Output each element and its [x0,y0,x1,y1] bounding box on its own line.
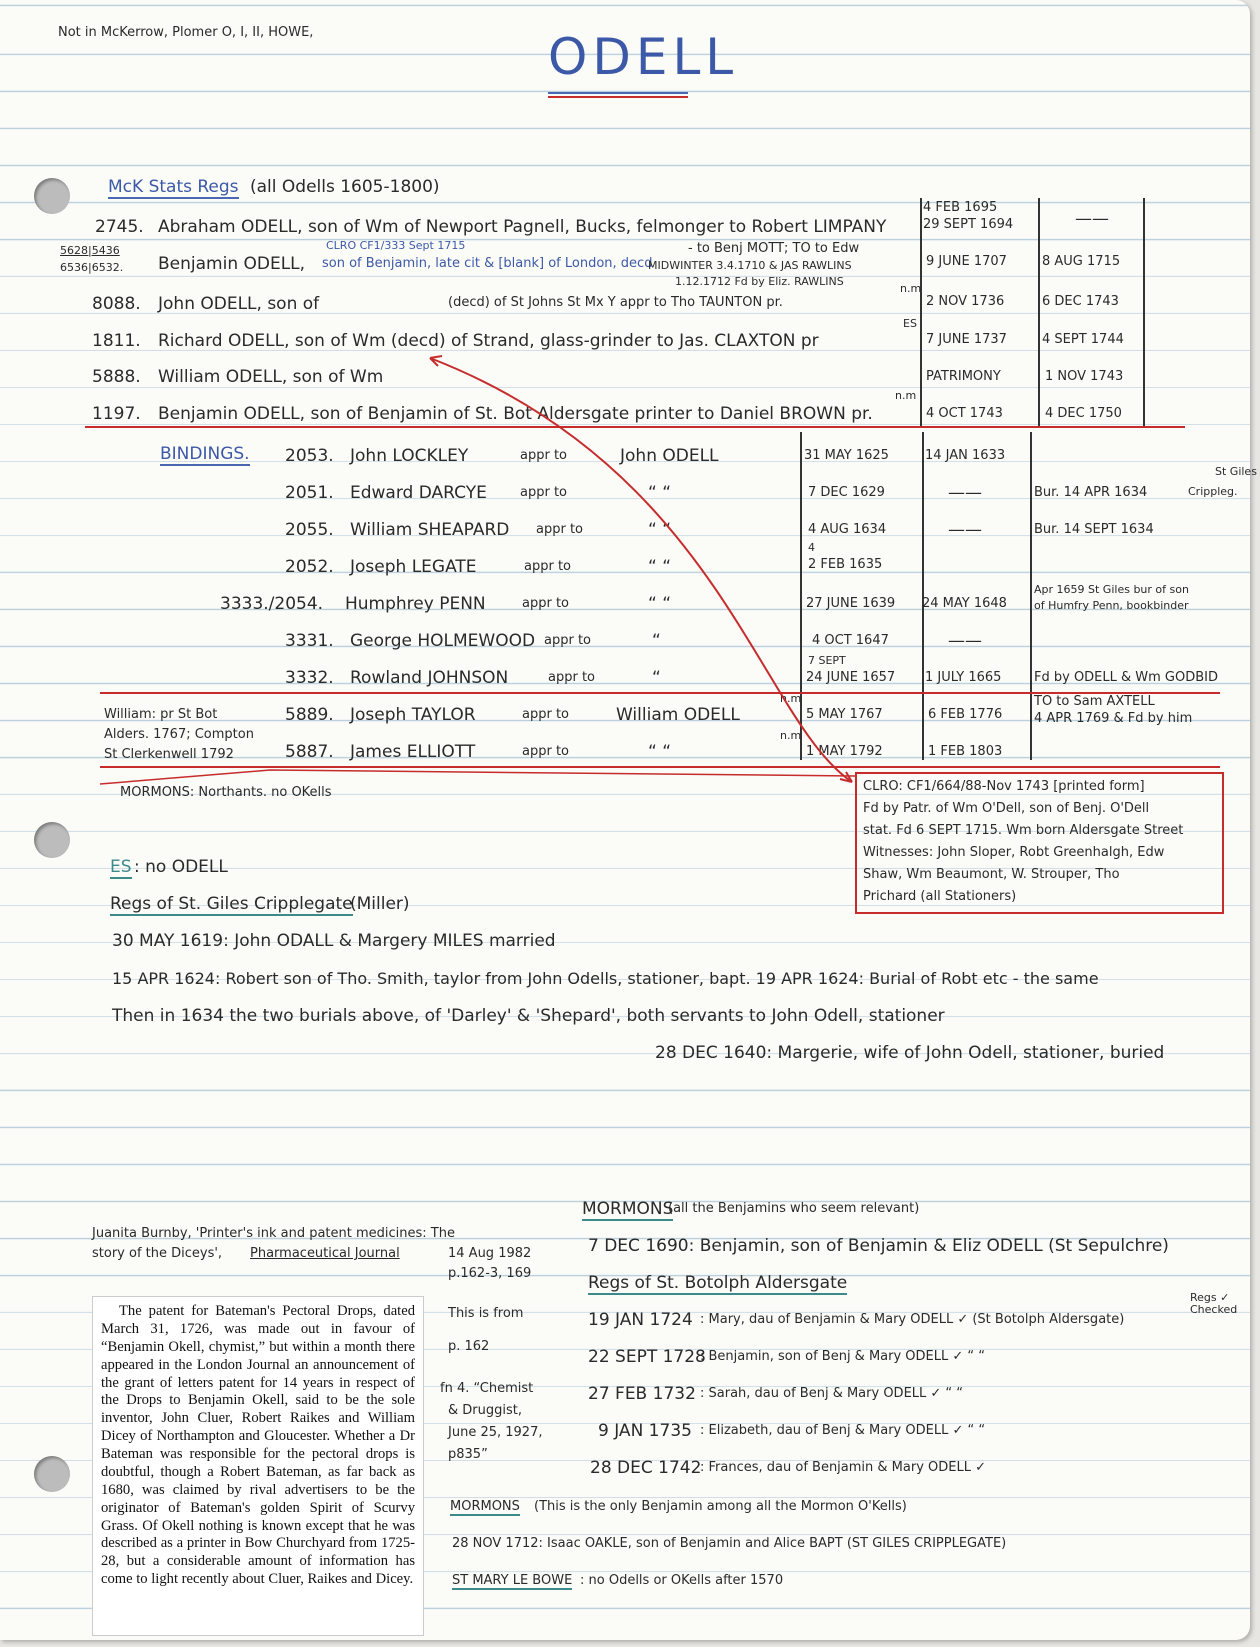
entry-date: 2 NOV 1736 [926,294,1005,309]
mormons2-line: 28 NOV 1712: Isaac OAKLE, son of Benjamin and Alice BAPT (ST GILES CRIPPLEGATE) [452,1536,1007,1551]
bindings-heading: BINDINGS. [160,444,250,464]
entry-date: 7 JUNE 1737 [926,332,1007,347]
entry-date: 4 SEPT 1744 [1042,332,1124,347]
binding-note: St Giles [1215,465,1257,478]
entry-date: 4 OCT 1743 [926,406,1003,421]
binding-date: 4 OCT 1647 [812,633,889,648]
botolph-heading: Regs of St. Botolph Aldersgate [588,1273,848,1293]
mormons1-heading: MORMONS [582,1199,674,1219]
botolph-date: 27 FEB 1732 [588,1384,696,1404]
botolph-text: : Sarah, dau of Benj & Mary ODELL ✓ “ “ [700,1386,964,1401]
entry-date: 8 AUG 1715 [1042,254,1121,269]
binding-master: “ “ [648,742,672,762]
burnby-line: Juanita Burnby, 'Printer's ink and patent medicines: The [92,1226,455,1241]
binding-date: 2 FEB 1635 [808,557,883,572]
binding-date: 4 [808,541,815,554]
entry-text: John ODELL, son of [158,294,320,314]
binding-name: William SHEAPARD [350,520,510,540]
mormons-northants: MORMONS: Northants. no OKells [120,785,332,800]
entry-date: 6 DEC 1743 [1042,294,1119,309]
entry-mark: n.m [900,282,922,295]
entry-number: 1197. [92,404,141,424]
entry-text: (decd) of St Johns St Mx Y appr to Tho TAUNTON pr. [448,295,783,310]
stmary-text: : no Odells or OKells after 1570 [580,1573,784,1588]
binding-appr: appr to [522,744,569,759]
binding-note: TO to Sam AXTELL [1034,694,1155,709]
binding-mark: n.m [780,729,802,742]
mormons2-heading: MORMONS [450,1500,520,1516]
binding-mark: n.m [780,692,802,705]
mormons1-line: 7 DEC 1690: Benjamin, son of Benjamin & Eliz ODELL (St Sepulchre) [588,1236,1169,1256]
burnby-fn: p835” [448,1447,488,1462]
binding-master: John ODELL [620,446,719,466]
binding-date: 14 JAN 1633 [925,448,1006,463]
binding-number: 2051. [285,483,334,503]
entry-date: 9 JUNE 1707 [926,254,1007,269]
botolph-text: : Frances, dau of Benjamin & Mary ODELL ✓ [700,1460,986,1475]
binding-name: Joseph TAYLOR [350,705,476,725]
binding-date: 6 FEB 1776 [928,707,1003,722]
entry-date: 4 DEC 1750 [1045,406,1122,421]
entry-date: 1 NOV 1743 [1045,369,1124,384]
binding-name: Joseph LEGATE [350,557,477,577]
entry-date: 4 FEB 1695 [923,200,998,215]
william-note: William: pr St Bot [104,707,218,722]
giles-line: Then in 1634 the two burials above, of 'Darley' & 'Shepard', both servants to John Odell, stationer [112,1006,945,1026]
giles-line: 30 MAY 1619: John ODALL & Margery MILES married [112,931,556,951]
entry-text: Benjamin ODELL, [158,254,306,274]
binding-appr: appr to [536,522,583,537]
entry-number: 1811. [92,331,141,351]
botolph-date: 28 DEC 1742 [590,1458,702,1478]
binding-date: 1 JULY 1665 [925,670,1002,685]
burnby-fn: fn 4. “Chemist [440,1381,534,1396]
regs-checked: Regs ✓ Checked [1190,1291,1238,1317]
connector-line [100,770,855,784]
entry-insert: CLRO CF1/333 Sept 1715 [326,239,466,252]
mck-heading-note: (all Odells 1605-1800) [250,177,440,197]
entry-number: 8088. [92,294,141,314]
binding-date: —— [948,483,982,503]
binding-note: Crippleg. [1188,485,1238,498]
entry-date: —— [1075,209,1109,229]
entry-text: - to Benj MOTT; TO to Edw [688,241,860,256]
entry-number: 5628|5436 [60,244,120,257]
binding-note: Bur. 14 SEPT 1634 [1034,522,1154,537]
binding-master: “ “ [648,520,672,540]
mormons2-note: (This is the only Benjamin among all the Mormon O'Kells) [534,1499,907,1514]
es-text: : no ODELL [134,857,228,877]
binding-date: 27 JUNE 1639 [806,596,896,611]
entry-text: MIDWINTER 3.4.1710 & JAS RAWLINS [648,259,852,272]
entry-text: Abraham ODELL, son of Wm of Newport Pagnell, Bucks, felmonger to Robert LIMPANY [158,217,887,237]
binding-date: 24 JUNE 1657 [806,670,896,685]
botolph-date: 19 JAN 1724 [588,1310,693,1330]
binding-date: 7 DEC 1629 [808,485,885,500]
entry-text: Benjamin ODELL, son of Benjamin of St. Bot Aldersgate printer to Daniel BROWN pr. [158,404,873,424]
stmary-heading: ST MARY LE BOWE [452,1574,572,1590]
es-label: ES [110,857,132,877]
binding-appr: appr to [544,633,591,648]
binding-date: 31 MAY 1625 [804,448,889,463]
binding-note: of Humfry Penn, bookbinder [1034,599,1189,612]
botolph-text: : Benjamin, son of Benj & Mary ODELL ✓ “ “ [700,1349,986,1364]
binding-appr: appr to [524,559,571,574]
binding-number: 5887. [285,742,334,762]
entry-mark: ES [903,317,917,330]
entry-text: 1.12.1712 Fd by Eliz. RAWLINS [675,275,844,288]
binding-date: —— [948,520,982,540]
botolph-text: : Elizabeth, dau of Benj & Mary ODELL ✓ “ “ [700,1423,986,1438]
binding-number: 5889. [285,705,334,725]
header-note: Not in McKerrow, Plomer O, I, II, HOWE, [58,25,314,40]
clro-line: Fd by Patr. of Wm O'Dell, son of Benj. O'Dell [863,801,1150,816]
entry-number: 6536|6532. [60,261,124,274]
link-arrow [430,358,852,782]
binding-date: 4 AUG 1634 [808,522,887,537]
binding-date: 1 FEB 1803 [928,744,1003,759]
william-note: Alders. 1767; Compton [104,727,254,742]
binding-note: Bur. 14 APR 1634 [1034,485,1148,500]
botolph-text: : Mary, dau of Benjamin & Mary ODELL ✓ (St Botolph Aldersgate) [700,1312,1125,1327]
binding-date: 7 SEPT [808,654,846,667]
entry-date: PATRIMONY [926,369,1001,384]
entry-mark: n.m [895,389,917,402]
mormons1-note: (all the Benjamins who seem relevant) [668,1201,920,1216]
binding-note: Apr 1659 St Giles bur of son [1034,583,1189,596]
clro-line: Witnesses: John Sloper, Robt Greenhalgh, Edw [863,845,1165,860]
entry-date: 29 SEPT 1694 [923,217,1014,232]
binding-number: 2052. [285,557,334,577]
burnby-journal: Pharmaceutical Journal [250,1246,400,1261]
binding-appr: appr to [522,596,569,611]
entry-number: 5888. [92,367,141,387]
botolph-date: 9 JAN 1735 [598,1421,692,1441]
binding-note: Fd by ODELL & Wm GODBID [1034,670,1219,685]
binding-name: Edward DARCYE [350,483,487,503]
binding-date: 24 MAY 1648 [922,596,1007,611]
clipping-text: The patent for Bateman's Pectoral Drops, dated March 31, 1726, was made out in favour of “Benjamin Okell, chymist,” but within a month there appeared in the London Journal an announcement of the grant of letters patent for 14 years in respect of the Drops to Benjamin Okell, said to be the sole inventor, John Cluer, Robert Raikes and William Dicey of Northampton and Gloucester. Whether a Dr Bateman was responsible for the pectoral drops is doubtful, though a Robert Bateman, as far back as 1680, was claimed by rival advertisers to be the originator of Bateman's golden Spirit of Scurvy Grass. Of Okell nothing is known except that he was described as a printer in Bow Churchyard from 1725-28, but a considerable amount of information has come to light recently about Cluer, Raikes and Dicey. [101,1303,415,1588]
giles-heading-note: (Miller) [350,894,410,914]
binding-appr: appr to [522,707,569,722]
binding-appr: appr to [520,448,567,463]
binding-number: 3333./2054. [220,594,324,614]
binding-number: 2053. [285,446,334,466]
binding-appr: appr to [520,485,567,500]
burnby-from: This is from [448,1306,524,1321]
giles-heading: Regs of St. Giles Cripplegate [110,894,353,914]
botolph-date: 22 SEPT 1728 [588,1347,706,1367]
burnby-fn: & Druggist, [448,1403,522,1418]
burnby-fn: June 25, 1927, [448,1425,543,1440]
burnby-date: 14 Aug 1982 [448,1246,532,1261]
binding-name: Rowland JOHNSON [350,668,509,688]
burnby-pages: p.162-3, 169 [448,1266,532,1281]
page-title: ODELL [548,28,739,86]
binding-name: Humphrey PENN [345,594,486,614]
binding-master: “ [652,631,661,651]
giles-line: 15 APR 1624: Robert son of Tho. Smith, taylor from John Odells, stationer, bapt. 19 APR 1624: Burial of Robt etc - the same [112,969,1099,988]
burnby-line: story of the Diceys', [92,1246,223,1261]
clro-line: Prichard (all Stationers) [863,889,1017,904]
binding-note: 4 APR 1769 & Fd by him [1034,711,1193,726]
binding-master: “ [652,668,661,688]
mck-heading: McK Stats Regs [108,177,239,197]
binding-name: James ELLIOTT [350,742,476,762]
binding-number: 3332. [285,668,334,688]
entry-text-blue: son of Benjamin, late cit & [blank] of London, decd [322,256,653,271]
binding-master: “ “ [648,594,672,614]
clro-line: Shaw, Wm Beaumont, W. Strouper, Tho [863,867,1120,882]
binding-date: 1 MAY 1792 [806,744,883,759]
entry-number: 2745. [95,217,144,237]
binding-number: 2055. [285,520,334,540]
clro-line: CLRO: CF1/664/88-Nov 1743 [printed form] [863,779,1145,794]
burnby-from: p. 162 [448,1339,490,1354]
binding-number: 3331. [285,631,334,651]
binding-master: “ “ [648,483,672,503]
clro-line: stat. Fd 6 SEPT 1715. Wm born Aldersgate Street [863,823,1184,838]
binding-name: George HOLMEWOOD [350,631,536,651]
newspaper-clipping [92,1296,424,1636]
binding-name: John LOCKLEY [350,446,469,466]
giles-line: 28 DEC 1640: Margerie, wife of John Odell, stationer, buried [655,1043,1165,1063]
binding-date: 5 MAY 1767 [806,707,883,722]
binding-appr: appr to [548,670,595,685]
william-note: St Clerkenwell 1792 [104,747,234,762]
entry-text: Richard ODELL, son of Wm (decd) of Strand, glass-grinder to Jas. CLAXTON pr [158,331,819,351]
binding-master: William ODELL [616,705,740,725]
binding-master: “ “ [648,557,672,577]
entry-text: William ODELL, son of Wm [158,367,384,387]
binding-date: —— [948,631,982,651]
